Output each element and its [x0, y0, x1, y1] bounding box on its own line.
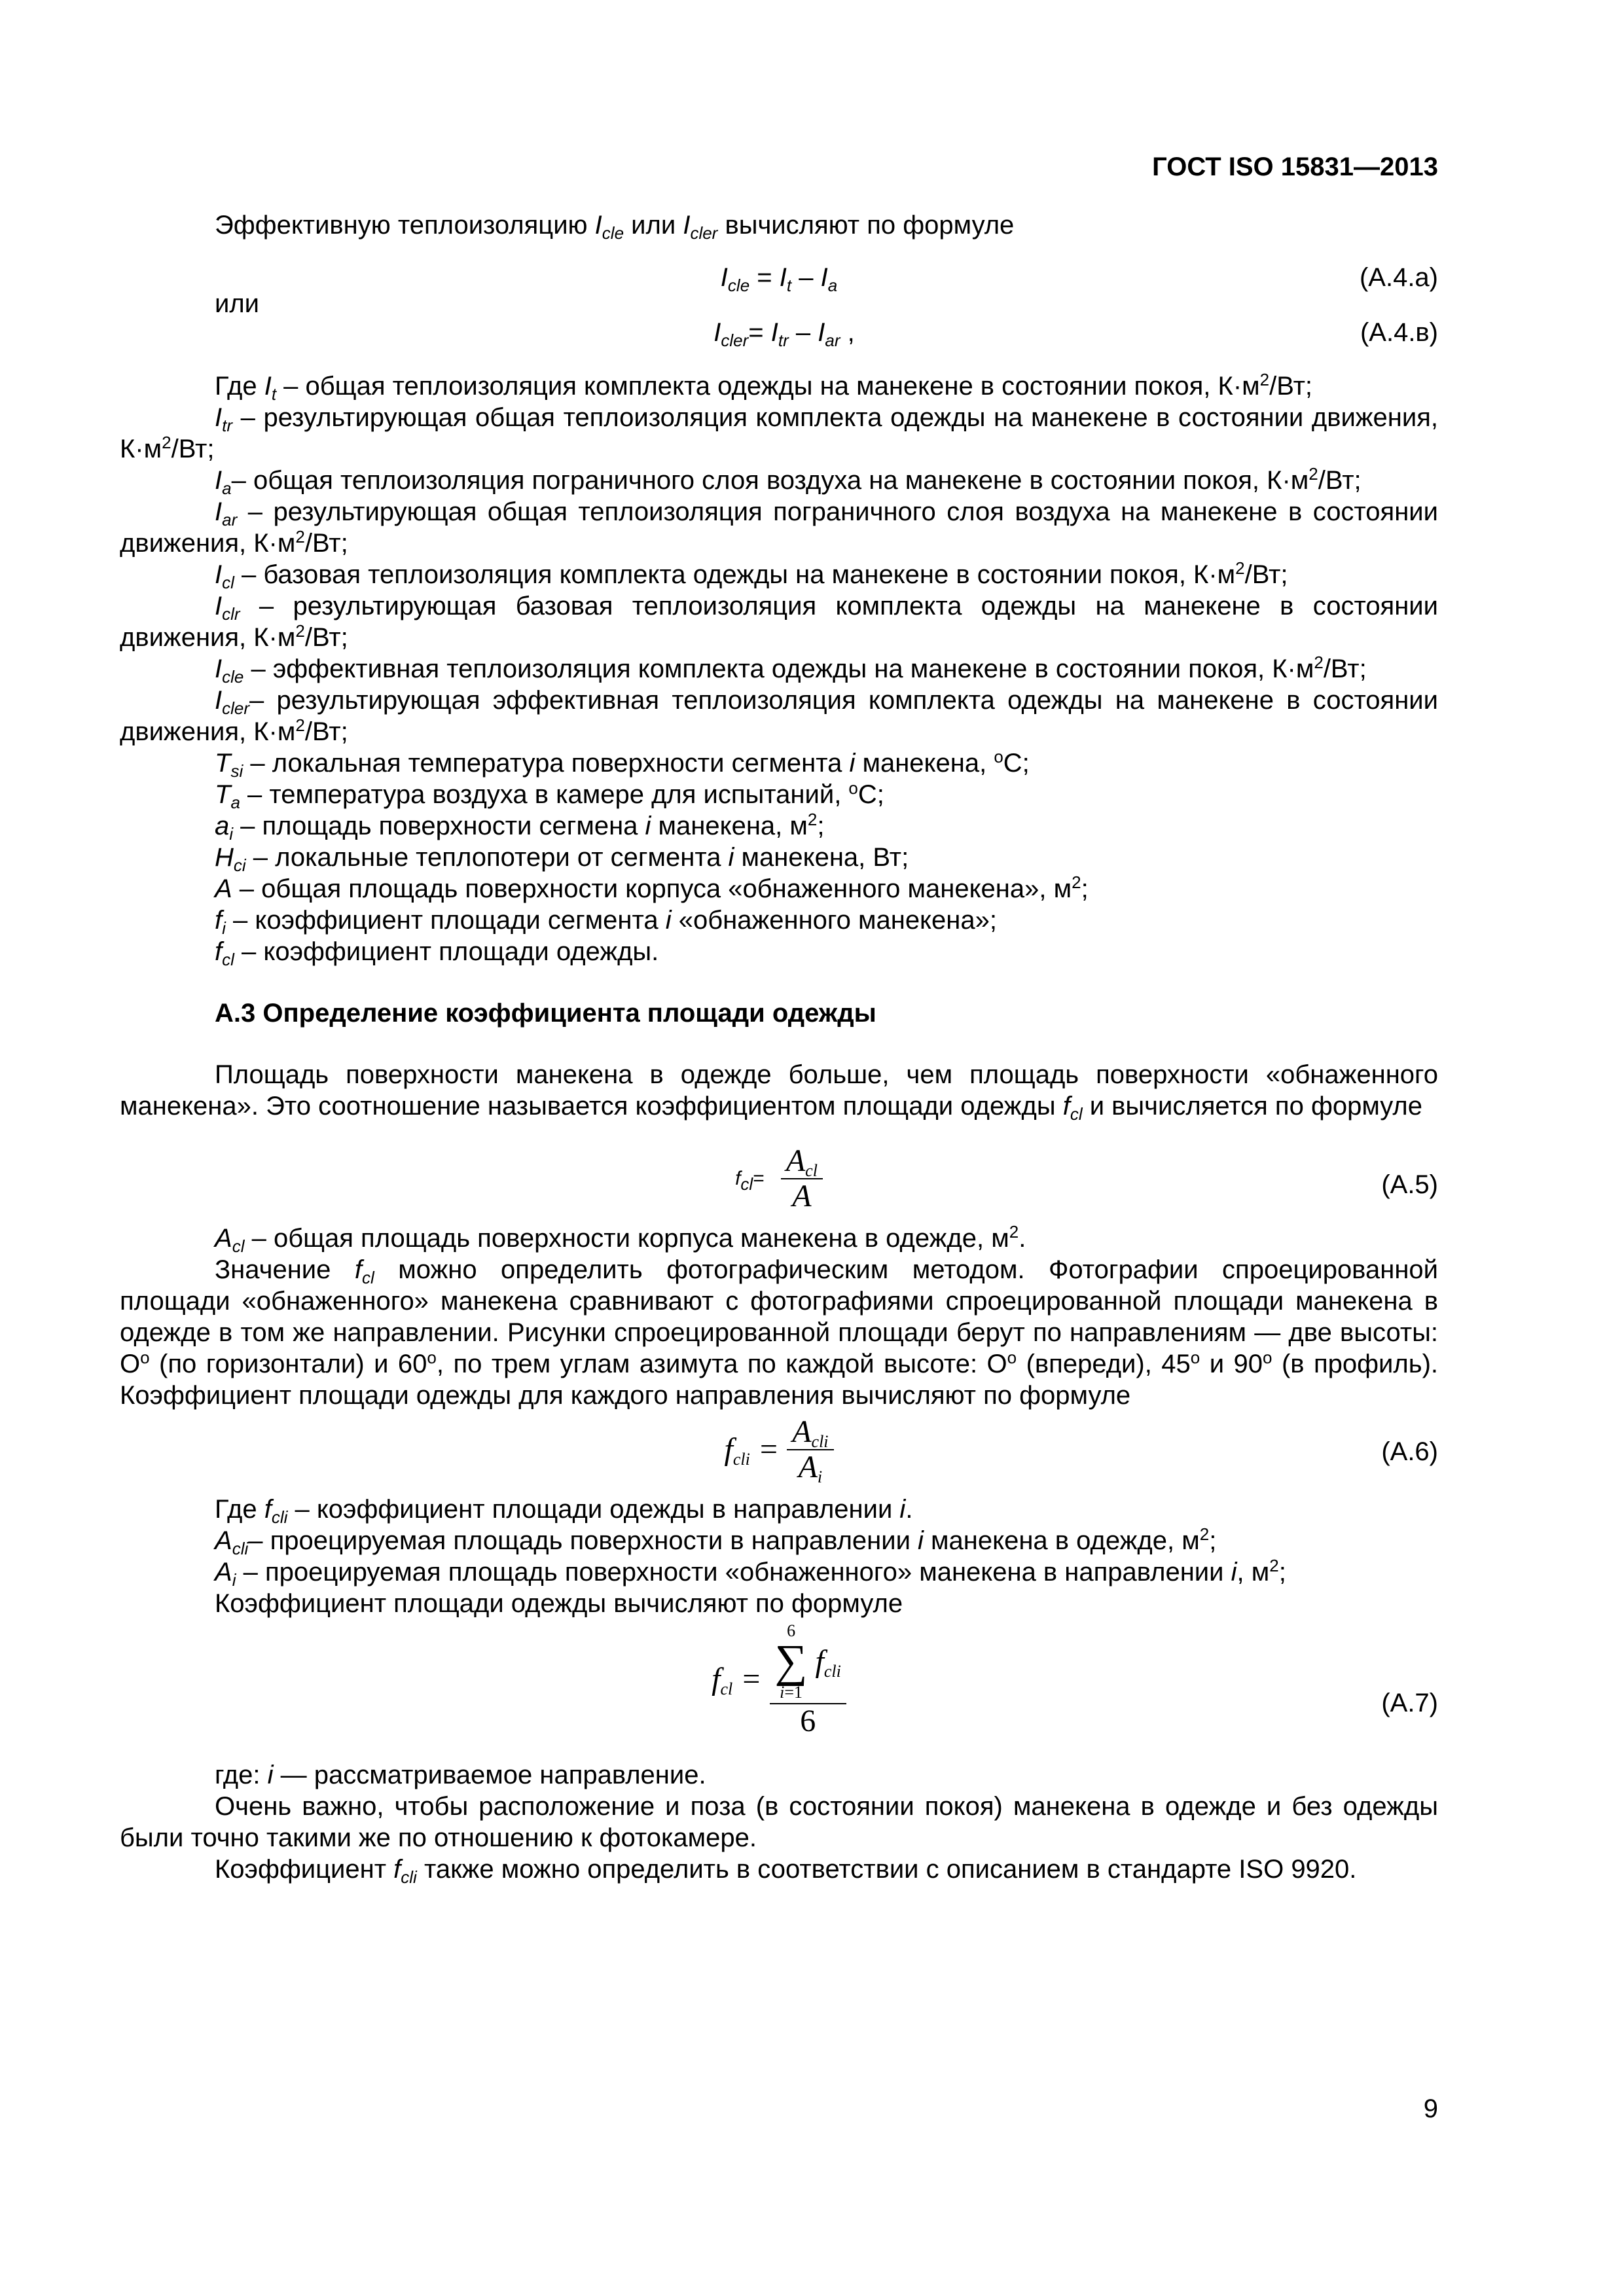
or-word: или — [215, 289, 260, 318]
document-header: ГОСТ ISO 15831—2013 — [1152, 152, 1438, 181]
definition-line: $H_{ci}$ – локальные теплопотери от сегмента i манекена, Вт; — [215, 843, 909, 875]
definition-line: $I_{cle}$ – эффективная теплоизоляция комплекта одежды на манекене в состоянии покоя, $К\cdot м^2/Вт$; — [215, 653, 1367, 687]
page-body — [120, 209, 1438, 1885]
paragraph: Площадь поверхности манекена в одежде больше, чем площадь поверхности «обнаженного манекена». Это соотношение называется коэффициентом площади одежды $f_{cl}$ и вычисляется по формуле — [120, 1060, 1438, 1124]
formula-a6: $f_{cli}$ = $\frac{A_{cli}}{A_i}$ (А.6) — [724, 1414, 1438, 1486]
formula-number: (А.7) — [1381, 1689, 1438, 1717]
definition-line: Где $f_{cli}$ – коэффициент площади одежды в направлении i. — [215, 1495, 913, 1527]
definition-line: $I_{clr}$ – результирующая базовая теплоизоляция комплекта одежды на манекене в состоянии движения, $К\cdot м^2/Вт$; — [120, 592, 1438, 652]
formula-number: (А.6) — [1381, 1437, 1438, 1466]
definition-line: $a_i$ – площадь поверхности сегмена i манекена, $м^2$; — [215, 810, 825, 844]
formula-a4a: $I_{cle} = I_t - I_a$ (А.4.а) — [720, 263, 1438, 295]
definition-line: $I_{ar}$ – результирующая общая теплоизоляция пограничного слоя воздуха на манекене в состоянии движения, $К\cdot м^2/Вт$; — [120, 497, 1438, 558]
formula-a7: $f_{cl}$ = 6 ∑ i=1 $f_{cli}$ 6 (А.7) — [712, 1621, 1438, 1738]
definition-line: $f_i$ – коэффициент площади сегмента i «обнаженного манекена»; — [215, 906, 997, 938]
definition-line: $T_a$ – температура воздуха в камере для испытаний, $^o$С; — [215, 778, 884, 812]
definition-line: $f_{cl}$ – коэффициент площади одежды. — [215, 937, 659, 969]
definition-line: $I_{tr}$ – результирующая общая теплоизоляция комплекта одежды на манекене в состоянии движения, $К\cdot м^2/Вт$; — [120, 403, 1438, 463]
intro-paragraph: Эффективную теплоизоляцию $I_{cle}$ или $I_{cler}$ вычисляют по формуле — [215, 211, 1015, 243]
definition-line: $A_i$ – проецируемая площадь поверхности «обнаженного» манекена в направлении i, $м^2$; — [215, 1556, 1286, 1590]
paragraph: Коэффициент площади одежды вычисляют по формуле — [215, 1589, 903, 1618]
paragraph: Коэффициент $f_{cli}$ также можно определить в соответствии с описанием в стандарте ISO 9920. — [215, 1855, 1357, 1887]
formula-number: (А.4.в) — [1360, 318, 1438, 347]
section-heading: А.3 Определение коэффициента площади одежды — [215, 999, 876, 1028]
definition-line: $T_{si}$ – локальная температура поверхности сегмента i манекена, $^o$С; — [215, 747, 1030, 781]
definition-line: $A_{cl}$ – общая площадь поверхности корпуса манекена в одежде, $м^2$. — [215, 1222, 1026, 1256]
definition-line: A – общая площадь поверхности корпуса «обнаженного манекена», $м^2$; — [215, 872, 1089, 903]
definition-line: $I_{cl}$ – базовая теплоизоляция комплекта одежды на манекене в состоянии покоя, $К\cdot м^2/Вт$; — [215, 558, 1288, 592]
page-number: 9 — [1423, 2094, 1438, 2123]
paragraph: Очень важно, чтобы расположение и поза (в состоянии покоя) манекена в одежде и без одежды были точно такими же по отношению к фотокамере. — [120, 1792, 1438, 1852]
formula-number: (А.5) — [1381, 1170, 1438, 1199]
formula-number: (А.4.а) — [1359, 263, 1438, 292]
definition-line: Где $I_t$ – общая теплоизоляция комплекта одежды на манекене в состоянии покоя, $К\cdot м^2/Вт$; — [215, 370, 1313, 404]
definition-line: $A_{cli}-$ проецируемая площадь поверхности в направлении i манекена в одежде, $м^2$; — [215, 1524, 1217, 1558]
paragraph: Значение $f_{cl}$ можно определить фотографическим методом. Фотографии спроецированной площади «обнаженного» манекена сравнивают с фотографиями спроецированной площади манекена в одежде в том же направлении. Рисунки спроецированной площади берут по направлениям — две высоты: $О^o$ (по горизонтали) и 60$^o$, по трем углам азимута по каждой высоте: $О^o$ (впереди), 45$^o$ и 90$^o$ (в профиль). Коэффициент площади одежды для каждого направления вычисляют по формуле — [120, 1255, 1439, 1410]
definition-line: где: i — рассматриваемое направление. — [215, 1761, 706, 1789]
formula-a4b: $I_{cler}= I_{tr} - I_{ar}$ , (А.4.в) — [713, 318, 1438, 350]
formula-a5: $f_{cl}=$ $\frac{A_{cl}}{A}$ (А.5) — [735, 1143, 1438, 1213]
definition-line: $I_{cler}-$ результирующая эффективная теплоизоляция комплекта одежды на манекене в состоянии движения, $К\cdot м^2/Вт$; — [120, 686, 1438, 746]
definition-line: $I_a-$ общая теплоизоляция пограничного слоя воздуха на манекене в состоянии покоя, $К\cdot м^2/Вт$; — [215, 464, 1362, 498]
